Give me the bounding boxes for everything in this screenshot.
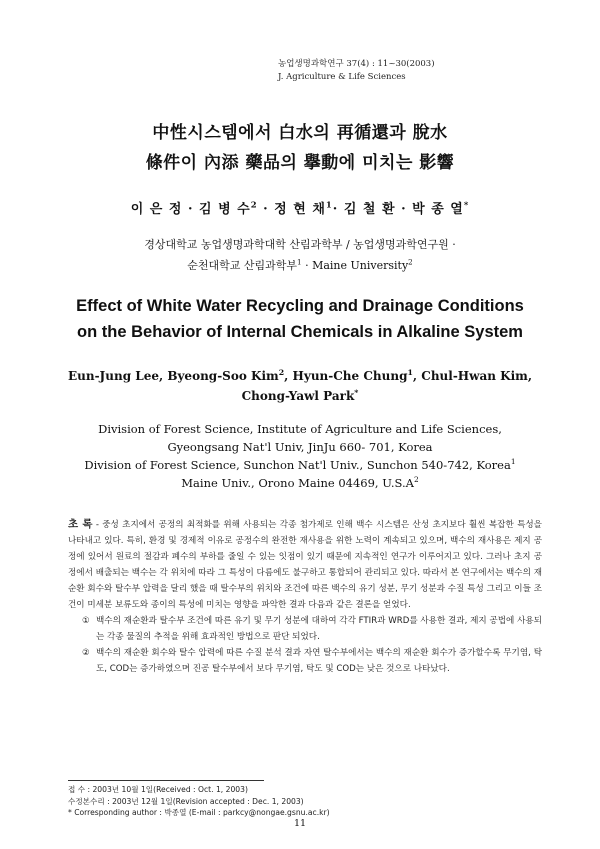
korean-title [0,118,600,178]
english-affiliation-line1: Division of Forest Science, Institute of Agriculture and Life Sciences, [98,422,502,436]
korean-author-2: · 정 현 채 [257,202,326,217]
english-author-d: Chong-Yawl Park [241,389,355,403]
footnotes [68,784,548,819]
english-authors [0,366,600,406]
english-title-line2: on the Behavior of Internal Chemicals in Alkaline System [77,323,523,341]
conclusion-1-text: 백수의 재순환과 탈수부 조건에 따른 유기 및 무기 성분에 대하여 각각 FTIR과 WRD를 사용한 결과, 제지 공법에 사용되는 각종 물질의 추적을 위해 효과적인 방법으로 판단 되었다. [96,616,542,642]
korean-affiliation [0,234,600,276]
english-affiliation-line2: Gyeongsang Nat'l Univ, JinJu 660- 701, Korea [167,440,433,454]
english-affiliation-sunchon: Division of Forest Science, Sunchon Nat'l Univ., Sunchon 540-742, Korea [84,458,511,472]
abstract [68,516,542,677]
english-title [0,293,600,345]
korean-author-3-sup: * [463,199,470,210]
korean-affiliation-sup2: 2 [408,257,413,267]
conclusion-1-number: ① [82,616,90,626]
footnote-accepted: 수정본수리 : 2003년 12월 1일(Revision accepted : Dec. 1, 2003) [68,796,304,806]
conclusion-1 [68,613,542,645]
footnote-divider [68,780,264,781]
english-authors-line2 [0,386,600,406]
conclusion-2-number: ② [82,648,90,658]
korean-author-3: · 김 철 환 · 박 종 열 [332,202,464,217]
journal-reference [278,58,538,84]
conclusion-2-text: 백수의 재순환 회수와 탈수 압력에 따른 수질 분석 결과 자연 탈수부에서는 백수의 재순환 회수가 증가할수록 무기염, 탁도, COD는 증가하였으며 진공 탈수부에서 보다 무기염, 탁도 및 COD는 낮은 것으로 나타났다. [96,648,542,674]
footnote-received: 접 수 : 2003년 10월 1일(Received : Oct. 1, 2003) [68,785,248,794]
korean-affiliation-sup1: 1 [297,257,302,267]
english-author-a-sup: 2 [278,368,285,377]
abstract-body: - 중성 초지에서 공정의 최적화를 위해 사용되는 각종 첨가제로 인해 백수 시스템은 산성 초지보다 훨씬 복잡한 특성을 나타내고 있다. 특히, 환경 및 경제적 이유로 공정수의 완전한 재사용을 위한 노력이 계속되고 있으며, 백수의 재사용은 제지 공정에 있어서 원료의 절감과 폐수의 부하를 줄일 수 있는 잇점이 있기 때문에 지속적인 연구가 이루어지고 있다. 그러나 초지 공정에서 배출되는 백수는 각 위치에 따라 그 특성이 다름에도 불구하고 통합되어 관리되고 있다. 따라서 본 연구에서는 백수의 재순환 회수와 탈수부 압력을 달리 했을 때 탈수부의 위치와 조건에 따른 백수의 유기 성분, 무기 성분과 수질 특성 그리고 이들 조건이 미세분 보류도와 종이의 특성에 미치는 영향을 파악한 결과 다음과 같은 결론을 얻었다. [68,520,542,610]
korean-affiliation-line2 [0,255,600,276]
journal-ref-english: J. Agriculture & Life Sciences [278,72,406,82]
english-author-a: Eun-Jung Lee, Byeong-Soo Kim [67,369,279,383]
korean-authors [0,198,600,217]
english-author-b: , Hyun-Che Chung [284,369,408,383]
abstract-paragraph [68,516,542,613]
english-affiliation-line4 [0,474,600,492]
conclusion-2 [68,645,542,677]
korean-affiliation-line1: 경상대학교 농업생명과학대학 산림과학부 / 농업생명과학연구원 · [144,238,456,251]
english-affiliation-sup1: 1 [510,457,516,467]
page-number: 11 [293,818,307,829]
korean-author-2-sup: 1 [325,199,333,210]
english-author-c: , Chul-Hwan Kim, [412,369,533,383]
abstract-heading: 초 록 [68,518,93,530]
english-authors-line1 [0,366,600,386]
english-affiliation [0,420,600,492]
footnote-corresponding: * Corresponding author : 박종열 (E-mail : parkcy@nongae.gsnu.ac.kr) [68,808,330,817]
english-affiliation-sup2: 2 [413,475,419,485]
english-affiliation-line3 [0,456,600,474]
english-author-b-sup: 1 [407,368,413,377]
korean-affiliation-maine: · Maine University [301,259,409,272]
korean-title-line1: 中性시스템에서 白水의 再循還과 脫水 [152,123,448,143]
english-affiliation-maine: Maine Univ., Orono Maine 04469, U.S.A [181,476,414,490]
korean-affiliation-sunchon: 순천대학교 산림과학부 [187,259,298,272]
english-author-d-sup: * [354,388,359,397]
korean-author-1-sup: 2 [250,199,258,210]
korean-title-line2: 條件이 內添 藥品의 擧動에 미치는 影響 [145,153,455,173]
korean-author-1: 이 은 정 · 김 병 수 [130,202,251,217]
english-title-line1: Effect of White Water Recycling and Drainage Conditions [76,297,524,315]
journal-ref-korean: 농업생명과학연구 37(4) : 11~30(2003) [278,59,435,69]
